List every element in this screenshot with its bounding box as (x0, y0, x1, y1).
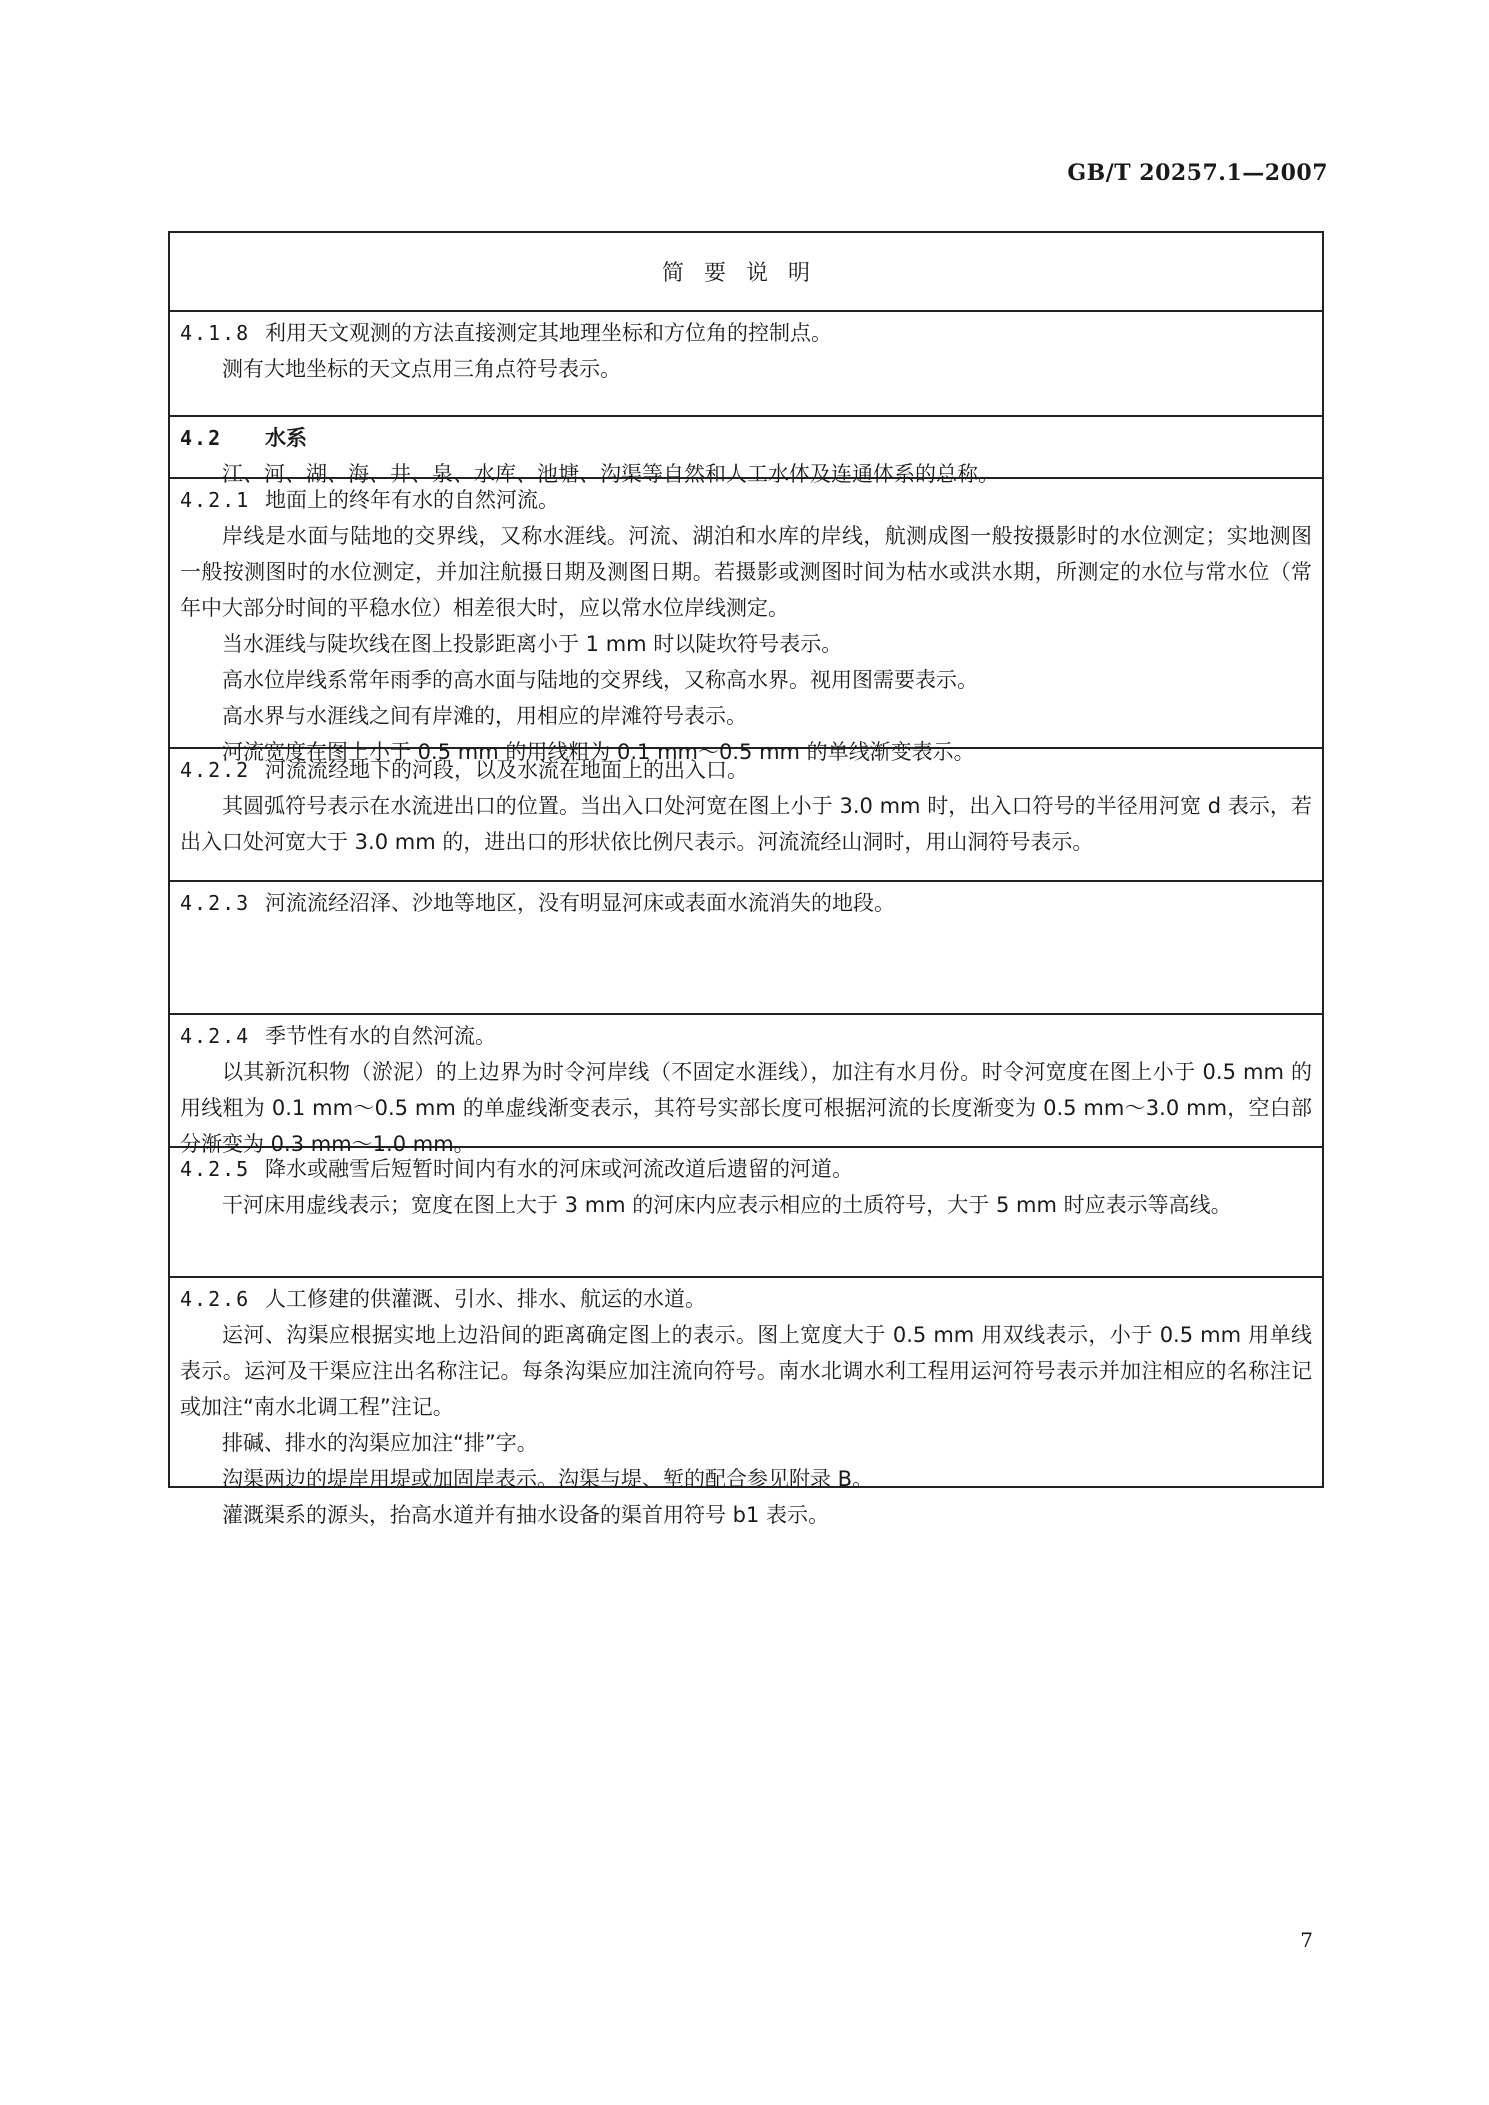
clause-title: 人工修建的供灌溉、引水、排水、航运的水道。 (265, 1287, 706, 1311)
table-row (170, 417, 1322, 486)
clause-title: 地面上的终年有水的自然河流。 (265, 488, 559, 512)
clause-number: 4.2.2 (180, 758, 251, 782)
clause-title: 水系 (265, 426, 307, 450)
clause-title: 季节性有水的自然河流。 (265, 1024, 496, 1048)
clause-title: 利用天文观测的方法直接测定其地理坐标和方位角的控制点。 (265, 321, 832, 345)
table-row (170, 749, 1322, 882)
clause-number: 4.1.8 (180, 321, 251, 345)
row-heading (180, 885, 1312, 921)
clause-title: 降水或融雪后短暂时间内有水的河床或河流改道后遗留的河道。 (265, 1157, 853, 1181)
clause-paragraph: 灌溉渠系的源头，抬高水道并有抽水设备的渠首用符号 b1 表示。 (222, 1503, 830, 1527)
description-table (168, 231, 1324, 1527)
clause-number: 4.2.5 (180, 1157, 251, 1181)
table-row (170, 479, 1322, 764)
clause-paragraph: 排碱、排水的沟渠应加注“排”字。 (222, 1431, 538, 1455)
row-heading (180, 1281, 1312, 1317)
clause-paragraph: 其圆弧符号表示在水流进出口的位置。当出入口处河宽在图上小于 3.0 mm 时，出入口符号的半径用河宽 d 表示，若出入口处河宽大于 3.0 mm 的，进出口的形状依比例尺表示。河流流经山洞时，用山洞符号表示。 (180, 794, 1312, 854)
clause-paragraph: 沟渠两边的堤岸用堤或加固岸表示。沟渠与堤、堑的配合参见附录 B。 (222, 1467, 874, 1491)
clause-paragraph: 高水界与水涯线之间有岸滩的，用相应的岸滩符号表示。 (222, 704, 747, 728)
row-heading (180, 315, 1312, 351)
table-row (170, 1015, 1322, 1156)
table-body (170, 312, 1322, 1527)
clause-paragraph: 当水涯线与陡坎线在图上投影距离小于 1 mm 时以陡坎符号表示。 (222, 632, 843, 656)
clause-number: 4.2.1 (180, 488, 251, 512)
clause-paragraph: 以其新沉积物（淤泥）的上边界为时令河岸线（不固定水涯线），加注有水月份。时令河宽度在图上小于 0.5 mm 的用线粗为 0.1 mm～0.5 mm 的单虚线渐变表示，其符号实部长度可根据河流的长度渐变为 0.5 mm～3.0 mm，空白部分渐变为 0.3 mm～1.0 mm。 (180, 1060, 1312, 1156)
clause-number: 4.2.6 (180, 1287, 251, 1311)
table-row (170, 1148, 1322, 1278)
clause-paragraph: 岸线是水面与陆地的交界线，又称水涯线。河流、湖泊和水库的岸线，航测成图一般按摄影时的水位测定；实地测图一般按测图时的水位测定，并加注航摄日期及测图日期。若摄影或测图时间为枯水或洪水期，所测定的水位与常水位（常年中大部分时间的平稳水位）相差很大时，应以常水位岸线测定。 (180, 524, 1312, 620)
row-heading (180, 752, 1312, 788)
clause-paragraph: 江、河、湖、海、井、泉、水库、池塘、沟渠等自然和人工水体及连通体系的总称。 (222, 462, 999, 486)
table-row (170, 1278, 1322, 1527)
clause-number: 4.2 (180, 426, 223, 450)
clause-paragraph: 测有大地坐标的天文点用三角点符号表示。 (222, 357, 621, 381)
row-heading (180, 420, 1312, 456)
row-heading (180, 1151, 1312, 1187)
row-heading (180, 1018, 1312, 1054)
clause-paragraph: 干河床用虚线表示；宽度在图上大于 3 mm 的河床内应表示相应的土质符号，大于 5 mm 时应表示等高线。 (222, 1193, 1232, 1217)
clause-title: 河流流经地下的河段，以及水流在地面上的出入口。 (265, 758, 748, 782)
clause-paragraph: 河流宽度在图上小于 0.5 mm 的用线粗为 0.1 mm～0.5 mm 的单线渐变表示。 (222, 740, 975, 764)
clause-paragraph: 高水位岸线系常年雨季的高水面与陆地的交界线，又称高水界。视用图需要表示。 (222, 668, 978, 692)
table-row (170, 882, 1322, 1015)
table-heading: 简要说明 (170, 233, 1322, 312)
clause-number: 4.2.4 (180, 1024, 251, 1048)
table-row (170, 312, 1322, 417)
standard-code: GB/T 20257.1—2007 (1067, 160, 1328, 186)
clause-title: 河流流经沼泽、沙地等地区，没有明显河床或表面水流消失的地段。 (265, 891, 895, 915)
clause-number: 4.2.3 (180, 891, 251, 915)
page-number: 7 (1300, 1928, 1313, 1952)
clause-paragraph: 运河、沟渠应根据实地上边沿间的距离确定图上的表示。图上宽度大于 0.5 mm 用双线表示，小于 0.5 mm 用单线表示。运河及干渠应注出名称注记。每条沟渠应加注流向符号。南水北调水利工程用运河符号表示并加注相应的名称注记或加注“南水北调工程”注记。 (180, 1323, 1312, 1419)
